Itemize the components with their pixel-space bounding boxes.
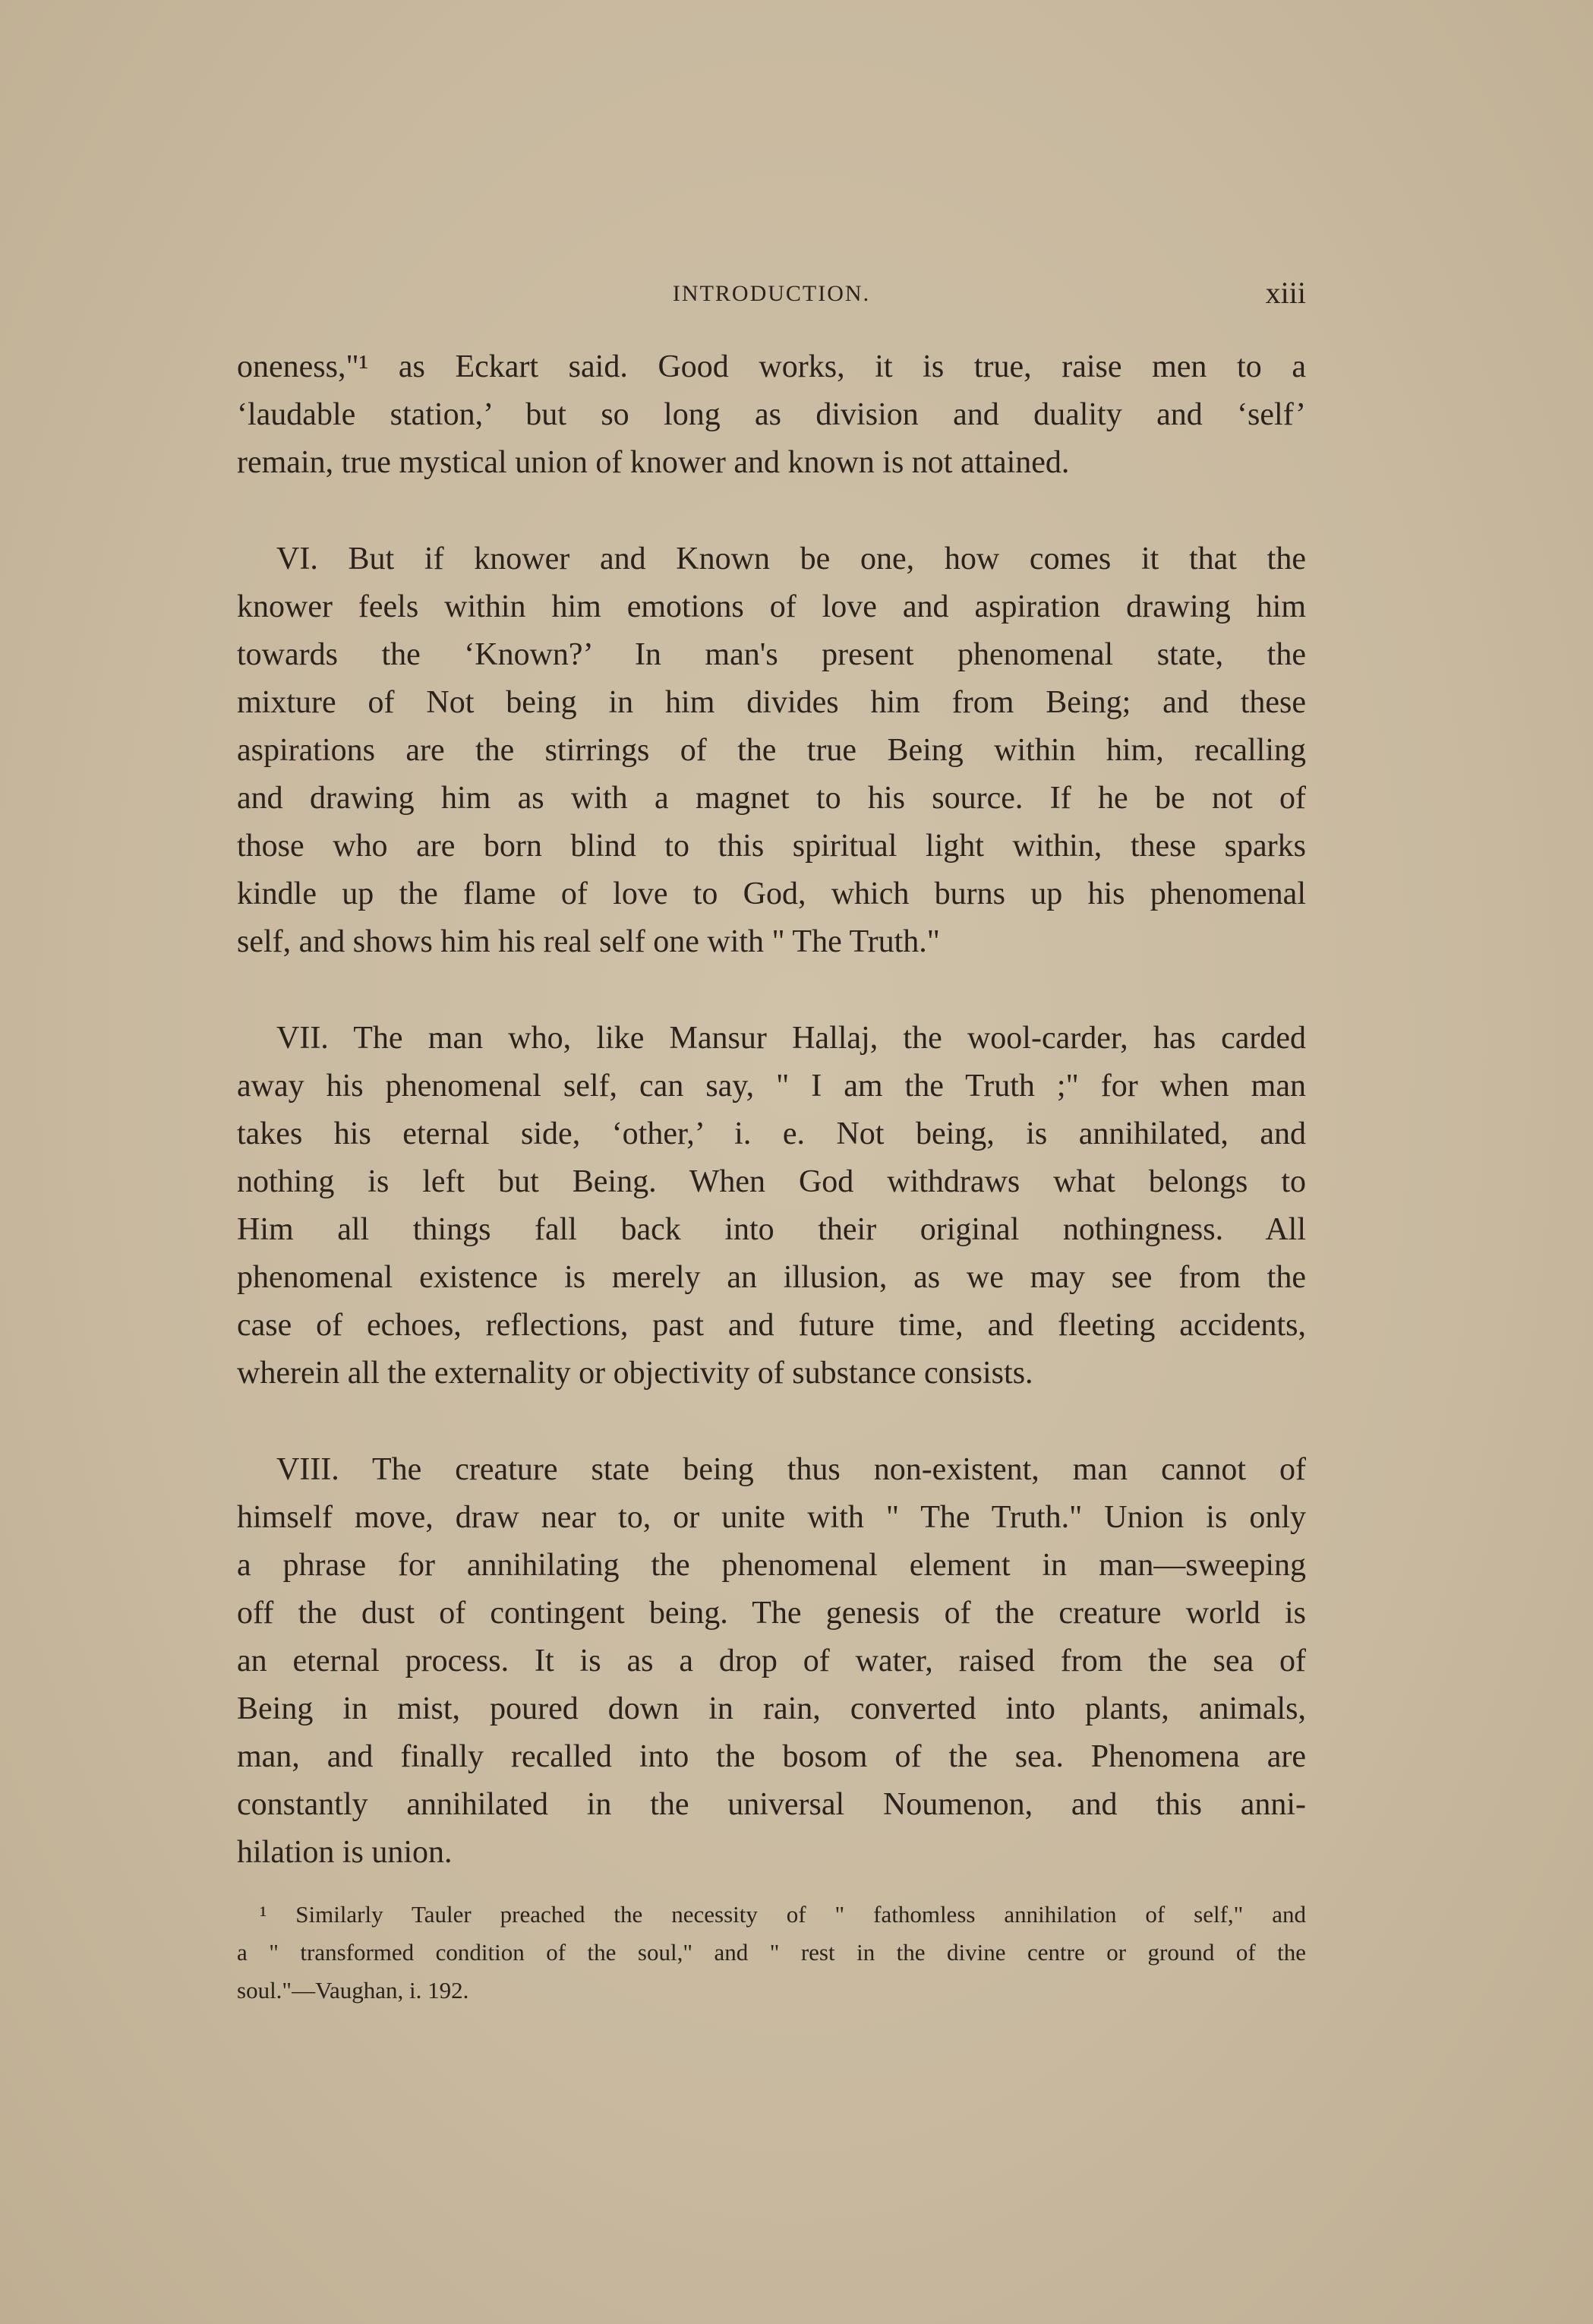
text-line: Him all things fall back into their original nothingness. All xyxy=(237,1212,1306,1247)
text-line: an eternal process. It is as a drop of water, raised from the sea of xyxy=(237,1644,1306,1678)
text-line: knower feels within him emotions of love and aspiration drawing him xyxy=(237,589,1306,624)
text-line: off the dust of contingent being. The genesis of the creature world is xyxy=(237,1596,1306,1631)
text-line: mixture of Not being in him divides him from Being; and these xyxy=(237,685,1306,720)
text-line: towards the ‘Known?’ In man's present phenomenal state, the xyxy=(237,637,1306,672)
text-line: VI. But if knower and Known be one, how comes it that the xyxy=(276,542,1306,576)
footnote-line: soul."—Vaughan, i. 192. xyxy=(237,1977,469,2004)
text-line: kindle up the flame of love to God, which burns up his phenomenal xyxy=(237,876,1306,911)
text-line: takes his eternal side, ‘other,’ i. e. Not being, is annihilated, and xyxy=(237,1116,1306,1151)
text-line: VII. The man who, like Mansur Hallaj, the wool-carder, has carded xyxy=(276,1021,1306,1056)
text-line: case of echoes, reflections, past and future time, and fleeting accidents, xyxy=(237,1308,1306,1343)
running-head: INTRODUCTION. xyxy=(672,281,871,306)
text-line: nothing is left but Being. When God withdraws what belongs to xyxy=(237,1164,1306,1199)
text-line: away his phenomenal self, can say, " I am the Truth ;" for when man xyxy=(237,1069,1306,1104)
paragraph-gap xyxy=(237,966,1306,1015)
paragraph-gap xyxy=(237,1397,1306,1446)
paragraph-gap xyxy=(237,487,1306,535)
body-text xyxy=(237,343,1306,1877)
text-line: those who are born blind to this spiritual light within, these sparks xyxy=(237,829,1306,864)
page-number: xiii xyxy=(1265,276,1306,310)
footnote-line: a " transformed condition of the soul," and " rest in the divine centre or ground of the xyxy=(237,1939,1306,1966)
text-line: constantly annihilated in the universal Noumenon, and this anni- xyxy=(237,1787,1306,1822)
text-line: oneness,"¹ as Eckart said. Good works, it is true, raise men to a xyxy=(237,349,1306,384)
footnote-line: ¹ Similarly Tauler preached the necessity of " fathomless annihilation of self," and xyxy=(260,1901,1306,1928)
text-line: aspirations are the stirrings of the true Being within him, recalling xyxy=(237,733,1306,768)
text-line: remain, true mystical union of knower and known is not attained. xyxy=(237,445,1070,480)
text-line: VIII. The creature state being thus non-existent, man cannot of xyxy=(276,1452,1306,1487)
text-line: hilation is union. xyxy=(237,1835,453,1870)
text-line: himself move, draw near to, or unite with " The Truth." Union is only xyxy=(237,1500,1306,1535)
text-line: wherein all the externality or objectivity of substance consists. xyxy=(237,1356,1033,1391)
text-line: ‘laudable station,’ but so long as division and duality and ‘self’ xyxy=(237,397,1306,432)
text-line: Being in mist, poured down in rain, converted into plants, animals, xyxy=(237,1691,1306,1726)
text-line: self, and shows him his real self one with " The Truth." xyxy=(237,924,940,959)
page-header xyxy=(237,275,1306,313)
text-line: a phrase for annihilating the phenomenal element in man—sweeping xyxy=(237,1548,1306,1583)
text-line: phenomenal existence is merely an illusion, as we may see from the xyxy=(237,1260,1306,1295)
text-line: and drawing him as with a magnet to his source. If he be not of xyxy=(237,781,1306,816)
footnote xyxy=(237,1896,1306,2010)
text-line: man, and finally recalled into the bosom of the sea. Phenomena are xyxy=(237,1739,1306,1774)
